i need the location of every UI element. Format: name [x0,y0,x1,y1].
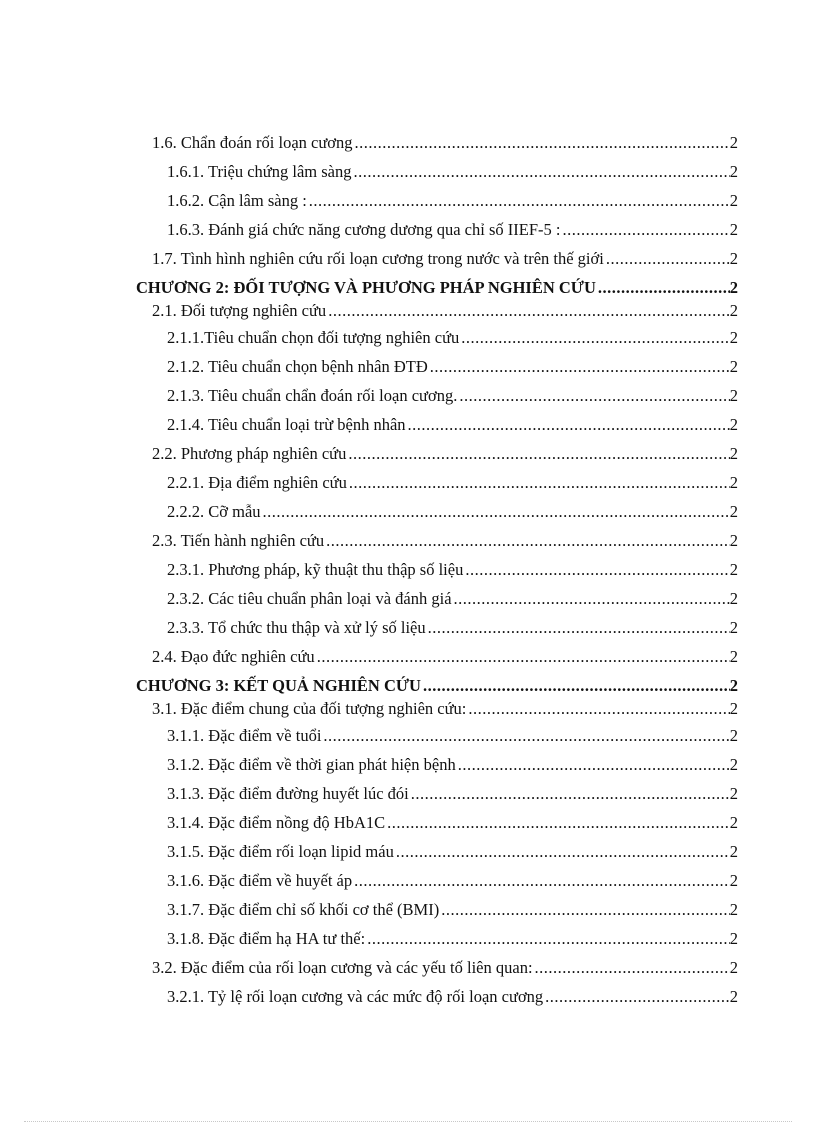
toc-dot-leader [535,956,730,980]
toc-page-number: 2 [729,676,738,695]
toc-entry[interactable] [167,898,738,922]
toc-dot-leader [408,413,730,437]
toc-dot-leader [323,724,729,748]
toc-entry-title: 2.1.2. Tiêu chuẩn chọn bệnh nhân ĐTĐ [167,357,428,376]
toc-entry-title: 3.1.3. Đặc điểm đường huyết lúc đói [167,784,409,803]
toc-dot-leader [411,782,730,806]
toc-entry[interactable] [167,558,738,582]
toc-dot-leader [309,189,730,213]
toc-page-number: 2 [729,755,738,774]
toc-dot-leader [353,160,729,184]
toc-entry-title: 2.3.1. Phương pháp, kỹ thuật thu thập số liệu [167,560,464,579]
toc-dot-leader [387,811,730,835]
toc-page-number: 2 [729,191,738,210]
toc-dot-leader [355,131,730,155]
toc-entry[interactable] [167,500,738,524]
toc-entry-title: 2.1.4. Tiêu chuẩn loại trừ bệnh nhân [167,415,406,434]
toc-page-number: 2 [729,220,738,239]
toc-dot-leader [454,587,730,611]
toc-page-number: 2 [729,726,738,745]
toc-entry[interactable] [167,724,738,748]
toc-page-number: 2 [729,133,738,152]
toc-entry[interactable] [152,247,738,271]
toc-chapter-heading[interactable] [136,674,738,698]
toc-dot-leader [459,384,729,408]
toc-page-number: 2 [729,560,738,579]
toc-dot-leader [430,355,730,379]
toc-entry-title: 2.1.1.Tiêu chuẩn chọn đối tượng nghiên cứu [167,328,460,347]
toc-page-number: 2 [729,929,738,948]
toc-entry[interactable] [167,616,738,640]
toc-dot-leader [367,927,730,951]
toc-entry[interactable] [167,413,738,437]
toc-page-number: 2 [729,842,738,861]
toc-entry-title: 2.2. Phương pháp nghiên cứu [152,444,347,463]
toc-page-number: 2 [729,473,738,492]
toc-dot-leader [598,276,730,300]
toc-dot-leader [354,869,730,893]
toc-dot-leader [468,697,729,721]
toc-page-number: 2 [729,301,738,320]
toc-page-number: 2 [729,784,738,803]
toc-entry-title: 3.1.1. Đặc điểm về tuổi [167,726,322,745]
toc-dot-leader [465,558,729,582]
toc-page-number: 2 [729,699,738,718]
toc-dot-leader [328,299,730,323]
toc-entry-title: 3.1. Đặc điểm chung của đối tượng nghiên cứu: [152,699,467,718]
toc-page-number: 2 [729,987,738,1006]
toc-entry[interactable] [167,782,738,806]
toc-page-number: 2 [729,958,738,977]
toc-dot-leader [326,529,730,553]
toc-entry[interactable] [167,189,738,213]
toc-dot-leader [545,985,730,1009]
toc-entry[interactable] [167,753,738,777]
toc-page-number: 2 [729,328,738,347]
toc-page-number: 2 [729,900,738,919]
toc-entry[interactable] [152,956,738,980]
toc-entry[interactable] [167,355,738,379]
toc-entry-title: 2.3.3. Tổ chức thu thập và xử lý số liệu [167,618,426,637]
toc-page-number: 2 [729,162,738,181]
toc-entry-title: 2.1.3. Tiêu chuẩn chẩn đoán rối loạn cương. [167,386,458,405]
toc-entry[interactable] [167,471,738,495]
toc-entry-title: 2.3.2. Các tiêu chuẩn phân loại và đánh giá [167,589,452,608]
toc-entry[interactable] [167,326,738,350]
toc-entry[interactable] [152,442,738,466]
toc-dot-leader [441,898,730,922]
toc-entry[interactable] [167,384,738,408]
toc-dot-leader [606,247,730,271]
toc-page-number: 2 [729,249,738,268]
toc-entry-title: 3.1.2. Đặc điểm về thời gian phát hiện bệnh [167,755,456,774]
toc-entry[interactable] [167,840,738,864]
toc-dot-leader [458,753,730,777]
toc-entry-title: 3.2.1. Tỷ lệ rối loạn cương và các mức độ rối loạn cương [167,987,544,1006]
toc-entry[interactable] [152,645,738,669]
toc-entry[interactable] [167,811,738,835]
toc-dot-leader [348,442,729,466]
toc-entry-title: 3.2. Đặc điểm của rối loạn cương và các yếu tố liên quan: [152,958,533,977]
toc-dot-leader [263,500,730,524]
toc-page-number: 2 [729,444,738,463]
toc-entry[interactable] [167,927,738,951]
toc-entry[interactable] [167,218,738,242]
toc-entry[interactable] [152,529,738,553]
toc-page-number: 2 [729,647,738,666]
toc-dot-leader [461,326,729,350]
toc-entry-title: 3.1.8. Đặc điểm hạ HA tư thế: [167,929,366,948]
toc-dot-leader [349,471,730,495]
toc-entry-title: 1.6.2. Cận lâm sàng : [167,191,307,210]
toc-entry[interactable] [167,869,738,893]
page-bottom-border [24,1121,792,1122]
toc-entry-title: 3.1.4. Đặc điểm nồng độ HbA1C [167,813,386,832]
toc-entry-title: 1.6. Chẩn đoán rối loạn cương [152,133,353,152]
toc-page-number: 2 [729,871,738,890]
toc-page-number: 2 [729,618,738,637]
toc-dot-leader [428,616,730,640]
toc-entry-title: 3.1.6. Đặc điểm về huyết áp [167,871,353,890]
toc-dot-leader [423,674,730,698]
toc-chapter-heading[interactable] [136,276,738,300]
toc-entry[interactable] [152,697,738,721]
toc-entry-title: 2.2.2. Cỡ mẫu [167,502,261,521]
toc-entry-title: 3.1.5. Đặc điểm rối loạn lipid máu [167,842,394,861]
toc-dot-leader [396,840,730,864]
toc-entry[interactable] [167,587,738,611]
toc-dot-leader [317,645,730,669]
toc-entry-title: CHƯƠNG 3: KẾT QUẢ NGHIÊN CỨU [136,676,421,695]
toc-page-number: 2 [729,278,738,297]
toc-page-number: 2 [729,386,738,405]
toc-entry[interactable] [152,131,738,155]
toc-entry-title: CHƯƠNG 2: ĐỐI TƯỢNG VÀ PHƯƠNG PHÁP NGHIÊN CỨU [136,278,596,297]
toc-entry-title: 1.6.1. Triệu chứng lâm sàng [167,162,352,181]
toc-entry[interactable] [167,160,738,184]
toc-page-number: 2 [729,531,738,550]
toc-entry-title: 2.4. Đạo đức nghiên cứu [152,647,315,666]
toc-page-number: 2 [729,589,738,608]
toc-page-number: 2 [729,357,738,376]
toc-entry-title: 2.3. Tiến hành nghiên cứu [152,531,325,550]
toc-page-number: 2 [729,502,738,521]
toc-page-number: 2 [729,415,738,434]
toc-entry-title: 1.6.3. Đánh giá chức năng cương dương qua chỉ số IIEF-5 : [167,220,561,239]
toc-entry[interactable] [152,299,738,323]
toc-entry-title: 2.1. Đối tượng nghiên cứu [152,301,327,320]
toc-entry-title: 3.1.7. Đặc điểm chỉ số khối cơ thể (BMI) [167,900,440,919]
toc-entry-title: 2.2.1. Địa điểm nghiên cứu [167,473,347,492]
toc-entry-title: 1.7. Tình hình nghiên cứu rối loạn cương trong nước và trên thế giới [152,249,604,268]
toc-page-number: 2 [729,813,738,832]
toc-dot-leader [562,218,729,242]
toc-entry[interactable] [167,985,738,1009]
